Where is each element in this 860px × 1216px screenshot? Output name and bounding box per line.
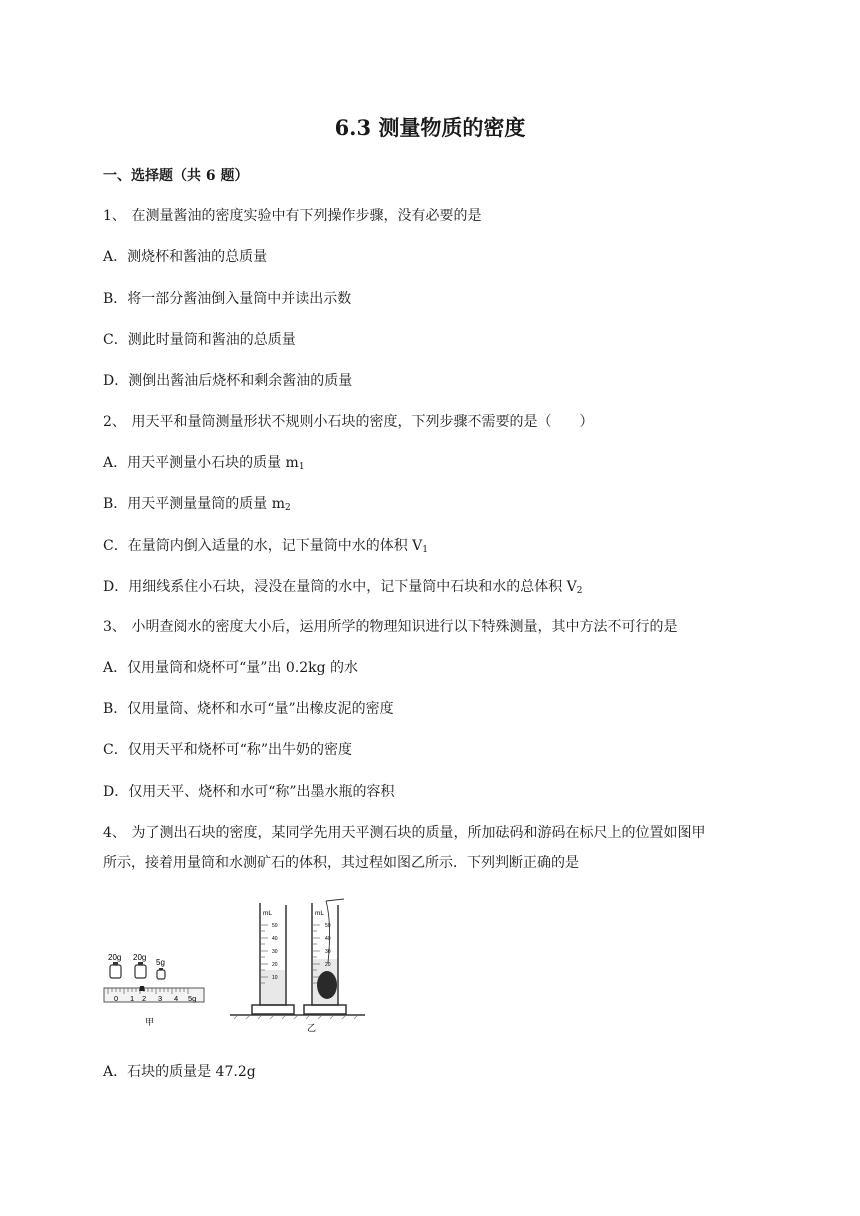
option-text: D．用细线系住小石块，浸没在量筒的水中，记下量筒中石块和水的总体积 V	[103, 579, 577, 595]
graduated-cylinder-1	[252, 903, 294, 1014]
question-stem-line1: 为了测出石块的密度，某同学先用天平测石块的质量，所加砝码和游码在标尺上的位置如图甲	[131, 825, 706, 841]
q2-option-c	[103, 535, 428, 555]
q2-option-d	[103, 576, 583, 596]
weights-group	[108, 953, 165, 979]
q1-option-b: B．将一部分酱油倒入量筒中并读出示数	[103, 291, 352, 307]
question-stem: 用天平和量筒测量形状不规则小石块的密度，下列步骤不需要的是（ ）	[131, 414, 594, 430]
q3-option-c: C．仅用天平和烧杯可“称”出牛奶的密度	[103, 742, 353, 758]
cylinder-tick-label: 20	[325, 962, 331, 968]
cylinder-tick-label: 40	[272, 936, 278, 942]
cylinder-tick-label: 30	[325, 949, 331, 955]
question-4	[103, 822, 705, 842]
cylinder-tick-label: 50	[325, 923, 331, 929]
question-number: 3、	[103, 619, 126, 635]
weight-label: 5g	[156, 958, 165, 967]
weight-icon	[135, 965, 146, 978]
q3-option-a: A．仅用量筒和烧杯可“量”出 0.2kg 的水	[103, 660, 359, 676]
scale-tick-label: 4	[174, 994, 179, 1003]
cylinder-tick-label: 30	[272, 949, 278, 955]
q3-option-d: D．仅用天平、烧杯和水可“称”出墨水瓶的容积	[103, 784, 395, 800]
balance-scale-ruler	[104, 986, 204, 1003]
rider-icon	[139, 986, 145, 991]
weight-icon	[110, 965, 121, 978]
q4-option-a: A．石块的质量是 47.2g	[103, 1064, 256, 1080]
question-1	[103, 205, 481, 225]
scale-tick-label: 0	[114, 994, 119, 1003]
graduated-cylinder-2	[304, 899, 346, 1014]
weight-label: 20g	[108, 953, 122, 962]
cylinder-unit-label: mL	[263, 910, 273, 917]
stone-icon	[317, 971, 337, 999]
scale-tick-label: 5g	[188, 994, 197, 1003]
q2-option-a	[103, 452, 305, 472]
question-stem: 小明查阅水的密度大小后，运用所学的物理知识进行以下特殊测量，其中方法不可行的是	[131, 619, 678, 635]
page-title: 6.3 测量物质的密度	[334, 115, 526, 140]
thread-top	[326, 899, 344, 901]
subscript: 1	[298, 462, 305, 472]
scale-tick-label: 3	[158, 994, 163, 1003]
question-number: 1、	[103, 208, 126, 224]
question-number: 4、	[103, 825, 126, 841]
scale-tick-label: 2	[142, 994, 147, 1003]
weight-knob-icon	[113, 962, 118, 965]
question-2	[103, 411, 593, 431]
cylinder-tick-label: 20	[272, 962, 278, 968]
question-number: 2、	[103, 414, 126, 430]
cylinder-tick-label: 10	[272, 975, 278, 981]
cylinder-unit-label: mL	[315, 910, 325, 917]
option-text: B．用天平测量量筒的质量 m	[103, 496, 286, 512]
q2-option-b	[103, 493, 291, 513]
option-text: C．在量筒内倒入适量的水，记下量筒中水的体积 V	[103, 538, 423, 554]
q1-option-d: D．测倒出酱油后烧杯和剩余酱油的质量	[103, 373, 353, 389]
subscript: 1	[422, 545, 429, 555]
figure-label-yi: 乙	[307, 1023, 317, 1033]
weight-label: 20g	[133, 953, 147, 962]
cylinder-tick-label: 40	[325, 936, 331, 942]
q1-option-a: A．测烧杯和酱油的总质量	[103, 249, 268, 265]
weight-knob-icon	[138, 962, 143, 965]
q1-option-c: C．测此时量筒和酱油的总质量	[103, 332, 296, 348]
subscript: 2	[285, 503, 291, 513]
weight-knob-icon	[159, 968, 163, 970]
experiment-figure	[100, 893, 370, 1038]
scale-tick-label: 1	[130, 994, 135, 1003]
figure-label-jia: 甲	[145, 1017, 155, 1027]
question-4-line2: 所示，接着用量筒和水测矿石的体积，其过程如图乙所示．下列判断正确的是	[103, 855, 579, 871]
weight-icon	[157, 970, 165, 979]
subscript: 2	[576, 586, 583, 596]
section-heading: 一、选择题（共 6 题）	[103, 168, 249, 184]
question-stem: 在测量酱油的密度实验中有下列操作步骤，没有必要的是	[131, 208, 482, 224]
option-text: A．用天平测量小石块的质量 m	[103, 455, 299, 471]
cylinder-tick-label: 50	[272, 923, 278, 929]
q3-option-b: B．仅用量筒、烧杯和水可“量”出橡皮泥的密度	[103, 701, 394, 717]
question-3	[103, 616, 677, 636]
